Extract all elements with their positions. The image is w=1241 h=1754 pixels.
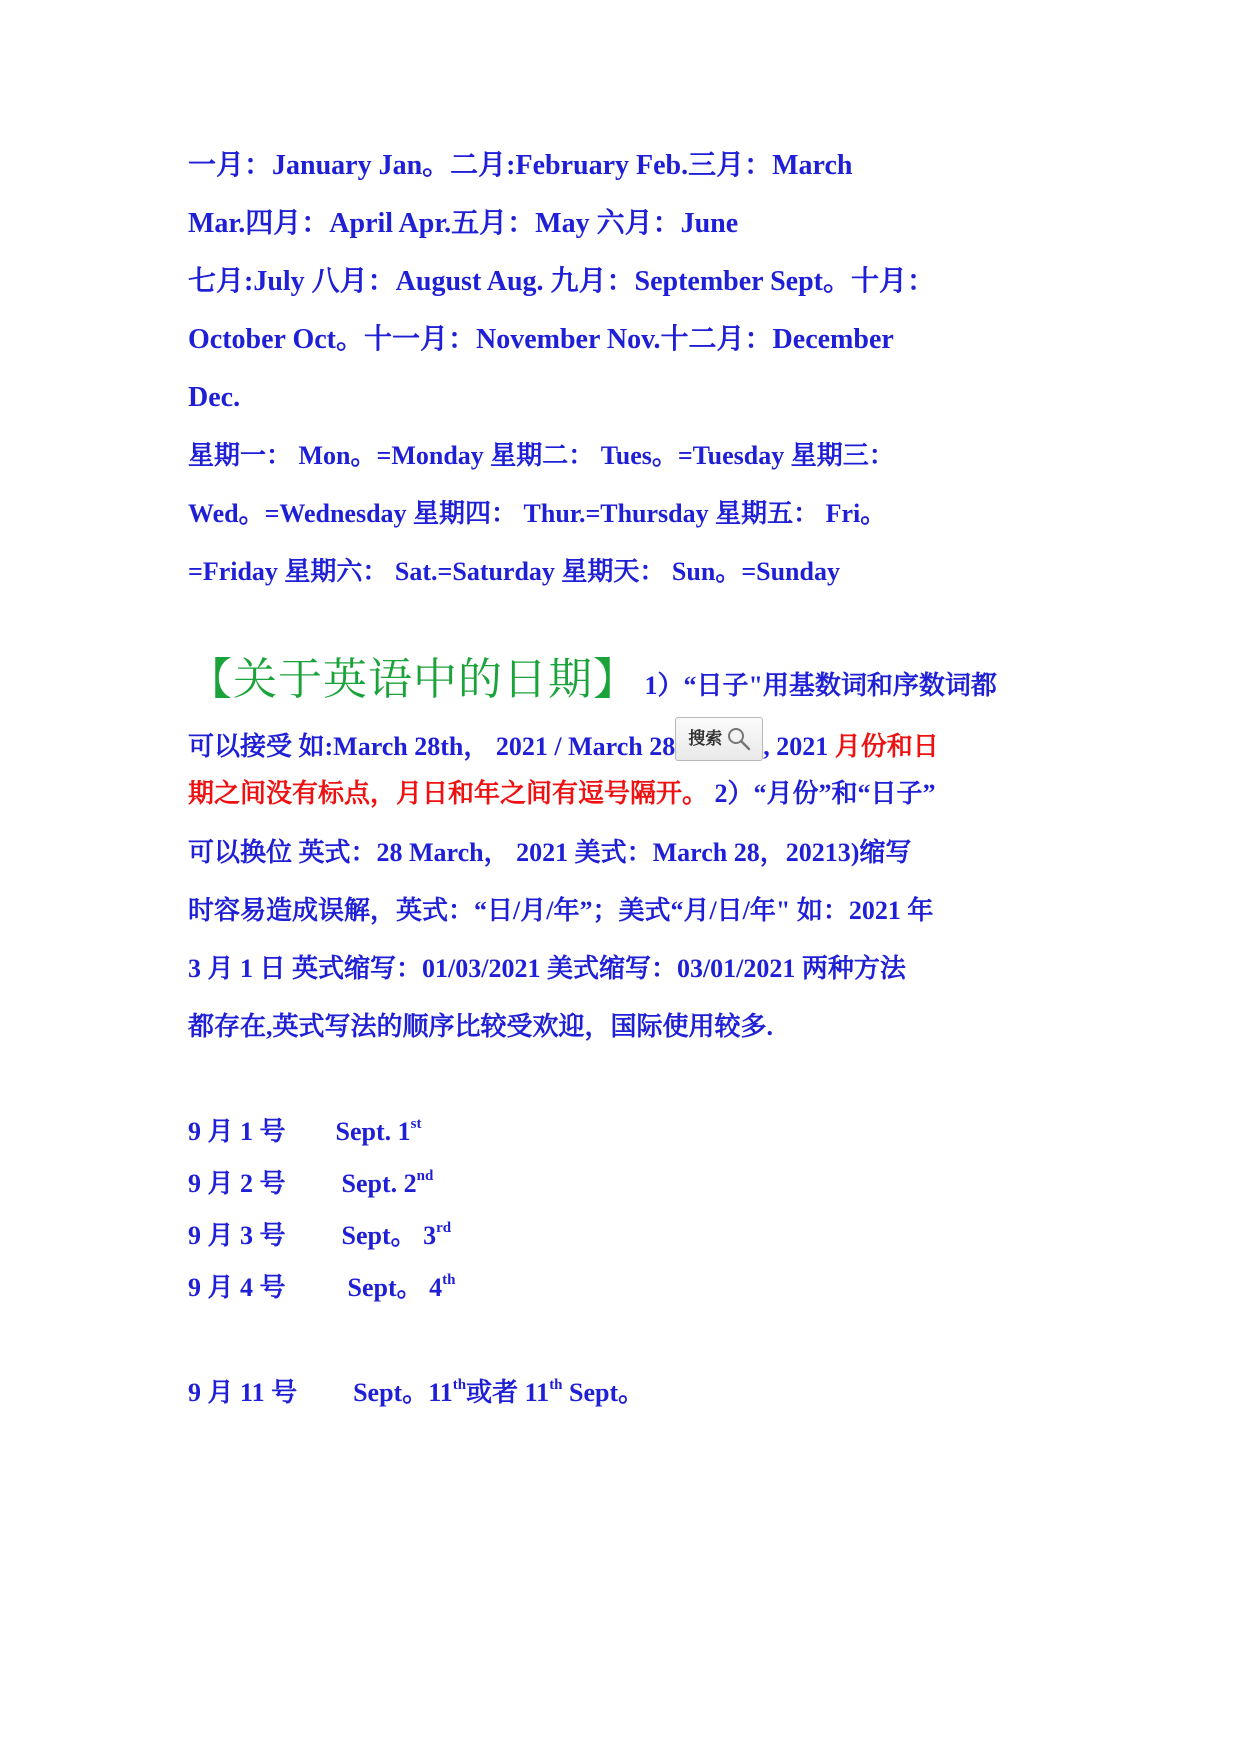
sept-11-en-b: Sept。 [562,1378,645,1407]
sept-example-cn: 9 月 3 号 [188,1221,286,1250]
dates-heading-line [188,652,997,714]
weekdays-line-2: Wed。=Wednesday 星期四： Thur.=Thursday 星期五： Fri。 [188,499,887,528]
sept-example-cn: 9 月 1 号 [188,1117,286,1146]
months-line-4: October Oct。十一月：November Nov.十二月：December [188,324,894,355]
dates-line-2-after-chip: , 2021 [763,731,835,761]
sept-example-en: Sept. 1 [335,1117,411,1146]
weekdays-line-3: =Friday 星期六： Sat.=Saturday 星期天： Sun。=Sunday [188,557,840,586]
months-line-1: 一月：January Jan。二月:February Feb.三月：March [188,150,853,181]
weekdays-line-1: 星期一： Mon。=Monday 星期二： Tues。=Tuesday 星期三： [188,441,895,470]
months-line-2: Mar.四月：April Apr.五月：May 六月：June [188,208,739,239]
sept-11-en-a: Sept。11 [353,1378,453,1407]
ordinal-suffix: nd [416,1168,434,1185]
dates-line-7: 都存在,英式写法的顺序比较受欢迎，国际使用较多. [188,1012,774,1041]
sept-11-example [188,1375,644,1411]
sept-11-mid: 或者 11 [466,1378,550,1407]
dates-line-2-red: 月份和日 [834,731,939,761]
ordinal-suffix: st [410,1116,422,1133]
sept-example-cn: 9 月 2 号 [188,1169,286,1198]
months-line-5: Dec. [188,382,241,413]
sept-example-en: Sept. 2 [341,1169,417,1198]
dates-line-2-start: 可以接受 如:March 28th， 2021 / March 28 [188,731,676,761]
sept-example-4 [188,1270,455,1306]
sept-example-en: Sept。 3 [341,1221,437,1250]
sept-example-en: Sept。 4 [347,1273,443,1302]
dates-line-2 [188,727,939,771]
sept-example-3 [188,1218,451,1254]
search-icon [726,726,752,752]
dates-line-1-text: 1）“日子"用基数词和序数词都 [644,671,997,700]
months-line-3: 七月:July 八月：August Aug. 九月：September Sept。十月： [188,266,935,297]
ordinal-suffix-b: th [549,1377,563,1394]
dates-line-3 [188,776,936,812]
dates-line-6: 3 月 1 日 英式缩写：01/03/2021 美式缩写：03/01/2021 两种方法 [188,954,906,983]
ordinal-suffix-a: th [452,1377,467,1394]
dates-line-3-red: 期之间没有标点，月日和年之间有逗号隔开。 [188,779,709,808]
sept-example-2 [188,1166,433,1202]
dates-line-3-blue: 2）“月份”和“日子” [708,779,936,808]
ordinal-suffix: rd [436,1220,452,1237]
sept-11-cn: 9 月 11 号 [188,1378,298,1407]
dates-line-5: 时容易造成误解，英式：“日/月/年”；美式“月/日/年" 如：2021 年 [188,896,934,925]
search-chip-label: 搜索 [688,729,723,749]
sept-example-cn: 9 月 4 号 [188,1273,286,1302]
dates-section-heading: 【关于英语中的日期】 [188,655,638,704]
sept-example-1 [188,1114,421,1150]
ordinal-suffix: th [442,1272,456,1289]
search-chip-button[interactable] [675,717,763,761]
dates-line-4: 可以换位 英式：28 March， 2021 美式：March 28，20213)缩写 [188,838,912,867]
